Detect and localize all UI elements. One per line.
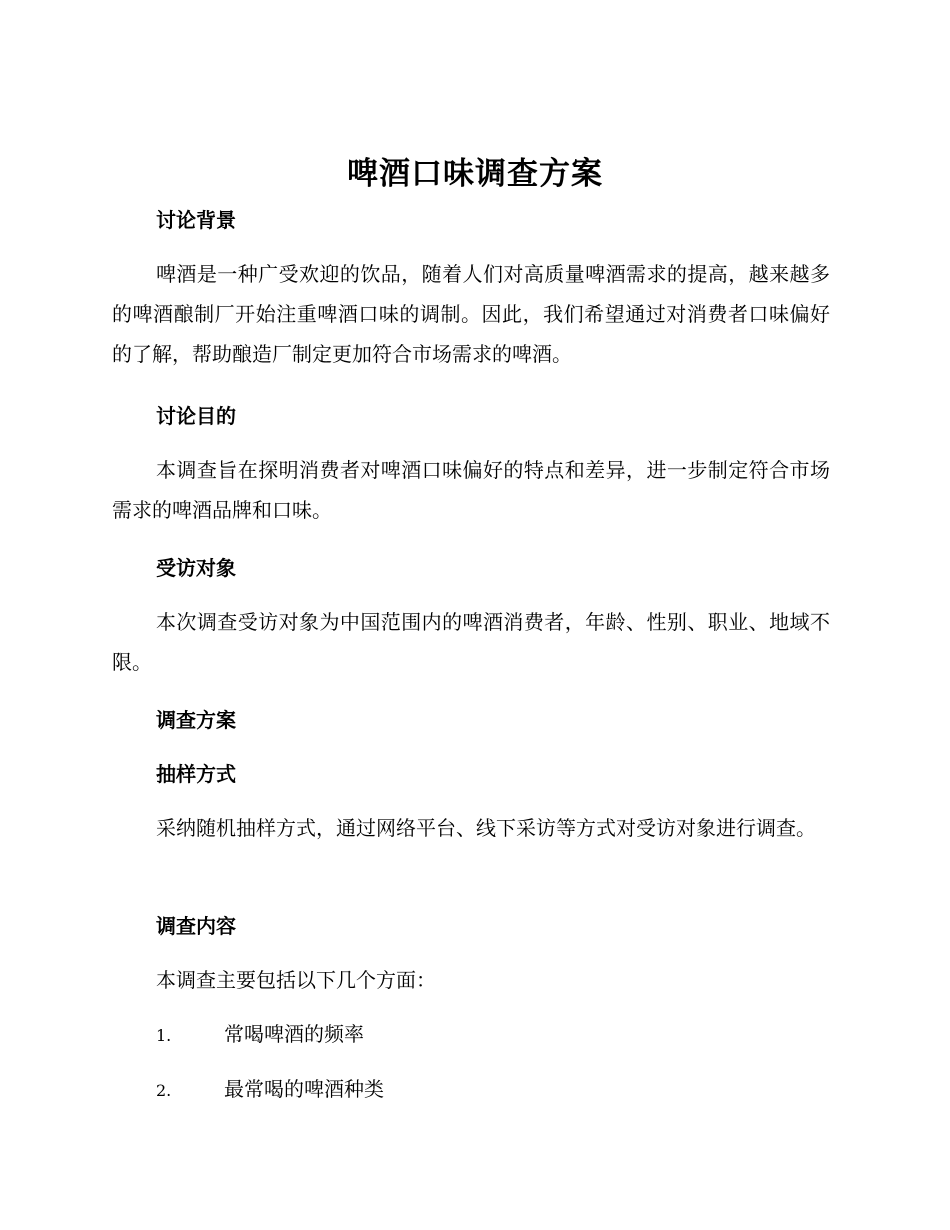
list-item-number: 2. (156, 1081, 172, 1100)
list-item-text: 最常喝的啤酒种类 (224, 1077, 384, 1101)
document-title: 啤酒口味调查方案 (347, 156, 603, 192)
paragraph-content-intro: 本调查主要包括以下几个方面： (156, 968, 436, 992)
list-item-text: 常喝啤酒的频率 (224, 1022, 364, 1046)
list-item-number: 1. (156, 1026, 172, 1045)
heading-content: 调查内容 (156, 914, 236, 938)
heading-background: 讨论背景 (156, 208, 236, 232)
list-item (156, 1020, 364, 1050)
heading-sampling: 抽样方式 (156, 762, 236, 786)
heading-subjects: 受访对象 (156, 556, 236, 580)
paragraph-subjects: 本次调查受访对象为中国范围内的啤酒消费者，年龄、性别、职业、地域不限。 (112, 610, 830, 674)
paragraph-background: 啤酒是一种广受欢迎的饮品，随着人们对高质量啤酒需求的提高，越来越多的啤酒酿制厂开始注重啤酒口味的调制。因此，我们希望通过对消费者口味偏好的了解，帮助酿造厂制定更加符合市场需求的啤酒。 (112, 262, 830, 366)
list-item (156, 1075, 384, 1105)
heading-purpose: 讨论目的 (156, 404, 236, 428)
paragraph-purpose: 本调查旨在探明消费者对啤酒口味偏好的特点和差异，进一步制定符合市场需求的啤酒品牌和口味。 (112, 458, 830, 522)
heading-plan: 调查方案 (156, 708, 236, 732)
paragraph-sampling: 采纳随机抽样方式，通过网络平台、线下采访等方式对受访对象进行调查。 (156, 816, 816, 840)
